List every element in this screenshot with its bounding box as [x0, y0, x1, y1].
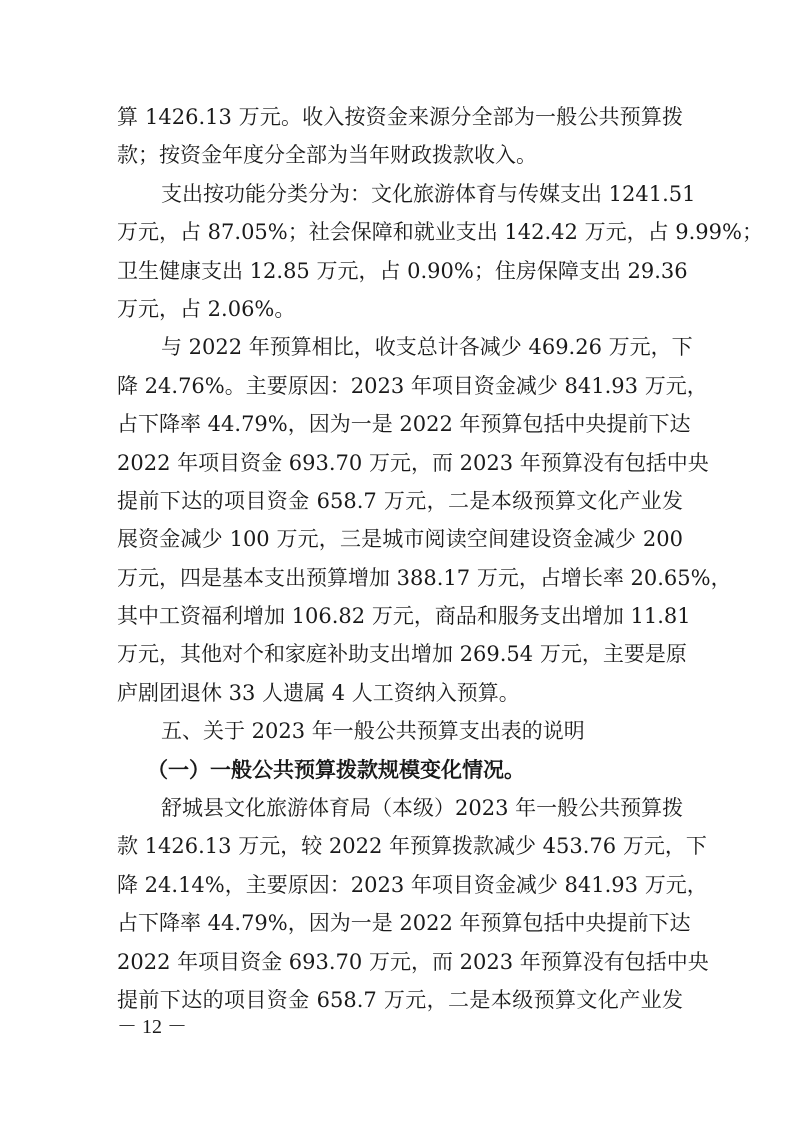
- text-line: 支出按功能分类分为：文化旅游体育与传媒支出 1241.51: [161, 181, 696, 206]
- text-line: 占下降率 44.79%，因为一是 2022 年预算包括中央提前下达: [117, 412, 691, 437]
- text-line: 提前下达的项目资金 658.7 万元，二是本级预算文化产业发: [117, 987, 683, 1012]
- text-line: 舒城县文化旅游体育局（本级）2023 年一般公共预算拨: [161, 796, 684, 821]
- text-line: 其中工资福利增加 106.82 万元，商品和服务支出增加 11.81: [117, 604, 691, 629]
- text-line: 2022 年项目资金 693.70 万元，而 2023 年预算没有包括中央: [117, 949, 709, 974]
- text-line: 展资金减少 100 万元，三是城市阅读空间建设资金减少 200: [117, 527, 683, 552]
- text-line: 万元，其他对个和家庭补助支出增加 269.54 万元，主要是原: [117, 642, 687, 667]
- text-line: 降 24.14%，主要原因：2023 年项目资金减少 841.93 万元，: [117, 872, 708, 897]
- text-line: 占下降率 44.79%，因为一是 2022 年预算包括中央提前下达: [117, 911, 691, 936]
- text-line: 万元，四是基本支出预算增加 388.17 万元，占增长率 20.65%，: [117, 565, 732, 590]
- text-line: 万元，占 2.06%。: [117, 296, 296, 321]
- section-heading: 五、关于 2023 年一般公共预算支出表的说明: [161, 719, 585, 744]
- text-line: 降 24.76%。主要原因：2023 年项目资金减少 841.93 万元，: [117, 373, 708, 398]
- text-line: 款 1426.13 万元，较 2022 年预算拨款减少 453.76 万元，下: [117, 834, 707, 859]
- document-body: [117, 98, 763, 1019]
- text-line: 提前下达的项目资金 658.7 万元，二是本级预算文化产业发: [117, 488, 683, 513]
- text-line: 庐剧团退休 33 人遗属 4 人工资纳入预算。: [117, 680, 520, 705]
- text-line: 算 1426.13 万元。收入按资金来源分全部为一般公共预算拨: [117, 105, 683, 129]
- text-line: 万元，占 87.05%；社会保障和就业支出 142.42 万元，占 9.99%；: [117, 220, 763, 245]
- page-number: － 12 －: [117, 1016, 187, 1038]
- subsection-heading: （一）一般公共预算拨款规模变化情况。: [147, 756, 525, 782]
- text-line: 款；按资金年度分全部为当年财政拨款收入。: [117, 143, 537, 168]
- text-line: 卫生健康支出 12.85 万元，占 0.90%；住房保障支出 29.36: [117, 258, 688, 283]
- text-line: 2022 年项目资金 693.70 万元，而 2023 年预算没有包括中央: [117, 450, 709, 475]
- text-line: 与 2022 年预算相比，收支总计各减少 469.26 万元，下: [161, 335, 693, 360]
